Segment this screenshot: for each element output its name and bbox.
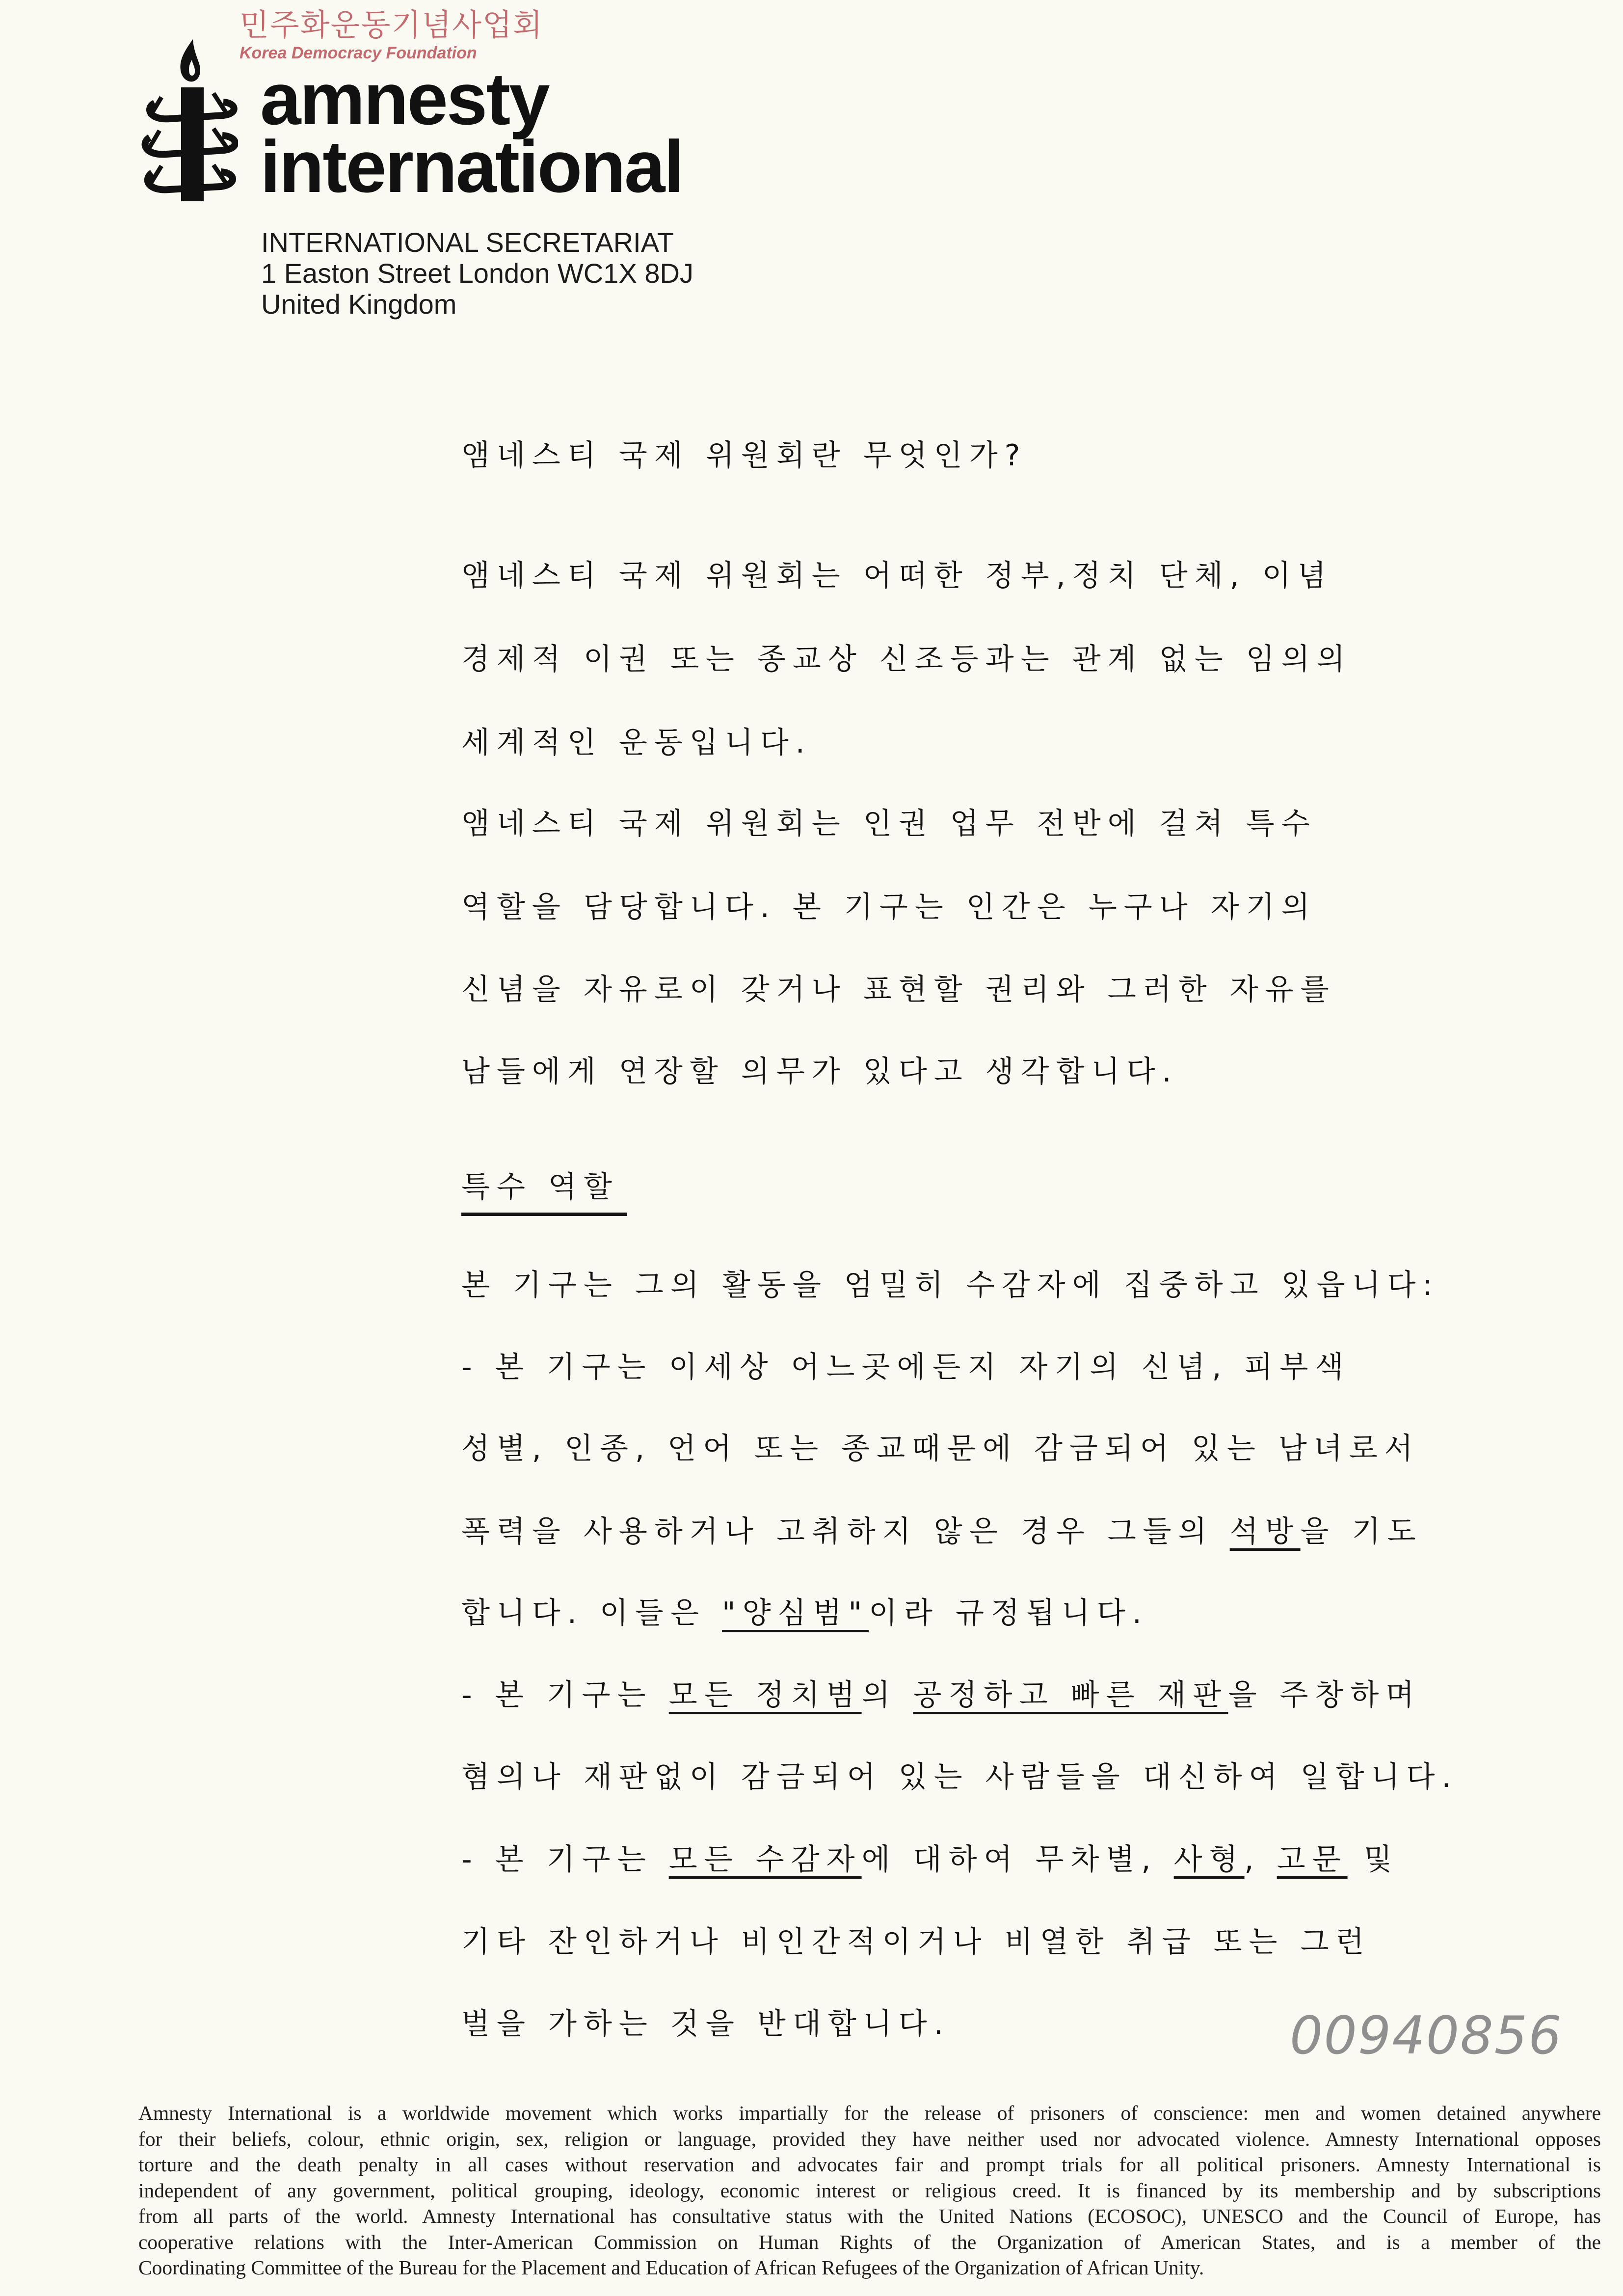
underlined-torture: 고문 xyxy=(1277,1842,1348,1877)
footer-line-1: Amnesty International is a worldwide movement which works impartially for the release of prisoners of conscience: men and women detained anywhere xyxy=(138,2102,1601,2124)
stamp-english: Korea Democracy Foundation xyxy=(239,44,477,62)
section-line-5-c: 이라 규정됩니다. xyxy=(869,1596,1148,1630)
section-line-2: - 본 기구는 이세상 어느곳에든지 자기의 신념, 피부색 xyxy=(461,1350,1351,1384)
section-line-6 xyxy=(461,1672,1443,1714)
section-line-6-a: - 본 기구는 xyxy=(461,1678,669,1712)
section-line-4 xyxy=(461,1508,1443,1550)
footer-mission-statement xyxy=(138,2100,1601,2281)
section-line-6-e: 을 주창하며 xyxy=(1228,1678,1421,1712)
para1-line-1: 앰네스티 국제 위원회는 어떠한 정부,정치 단체, 이념 xyxy=(461,559,1333,593)
amnesty-wordmark xyxy=(260,57,683,208)
section-line-1: 본 기구는 그의 활동을 엄밀히 수감자에 집중하고 있읍니다: xyxy=(461,1268,1439,1302)
footer-line-6: cooperative relations with the Inter-American Commission on Human Rights of the Organization of American States, and is a member of the xyxy=(138,2230,1601,2253)
section-heading: 특수 역할 xyxy=(461,1170,619,1204)
document-title: 앰네스티 국제 위원회란 무엇인가? xyxy=(461,438,1027,473)
address-line-3: United Kingdom xyxy=(261,289,457,320)
underlined-prisoner-of-conscience: "양심범" xyxy=(721,1596,869,1630)
section-line-5 xyxy=(461,1590,1443,1632)
footer-line-7: Coordinating Committee of the Bureau for the Placement and Education of African Refugees of the Organization of African Unity. xyxy=(138,2256,1204,2279)
section-line-7: 혐의나 재판없이 감금되어 있는 사람들을 대신하여 일합니다. xyxy=(461,1760,1458,1794)
brand-line-international: international xyxy=(260,125,683,208)
stamp-korean: 민주화운동기념사업회 xyxy=(239,7,543,43)
footer-line-5: from all parts of the world. Amnesty International has consultative status with the United Nations (ECOSOC), UNESCO and the Council of Europe, has xyxy=(138,2205,1601,2227)
para2-line-4: 남들에게 연장할 의무가 있다고 생각합니다. xyxy=(461,1054,1178,1089)
section-line-8-e: , xyxy=(1244,1842,1277,1877)
section-line-8 xyxy=(461,1836,1443,1878)
section-line-4-a: 폭력을 사용하거나 고취하지 않은 경우 그들의 xyxy=(461,1514,1230,1549)
section-heading-underline xyxy=(461,1213,627,1216)
para1-line-3: 세계적인 운동입니다. xyxy=(461,726,812,760)
footer-line-4: independent of any government, political grouping, ideology, economic interest or religious creed. It is financed by its membership and by subscriptions xyxy=(138,2179,1601,2202)
section-line-4-c: 을 기도 xyxy=(1300,1514,1423,1549)
section-line-9: 기타 잔인하거나 비인간적이거나 비열한 취급 또는 그런 xyxy=(461,1925,1371,1959)
section-line-6-c: 의 xyxy=(861,1678,913,1712)
section-line-10: 벌을 가하는 것을 반대합니다. xyxy=(461,2007,950,2041)
section-line-8-g: 및 xyxy=(1347,1842,1399,1877)
archive-stamp xyxy=(239,7,543,63)
candle-barbed-wire-icon xyxy=(140,34,238,211)
underlined-all-prisoners: 모든 수감자 xyxy=(668,1842,862,1877)
section-line-5-a: 합니다. 이들은 xyxy=(461,1596,722,1630)
underlined-death-penalty: 사형 xyxy=(1173,1842,1245,1877)
section-line-8-a: - 본 기구는 xyxy=(461,1842,669,1877)
underlined-all-political-prisoners: 모든 정치범 xyxy=(668,1678,862,1712)
para2-line-1: 앰네스티 국제 위원회는 인권 업무 전반에 걸쳐 특수 xyxy=(461,807,1317,841)
footer-line-3: torture and the death penalty in all cases without reservation and advocates fair and prompt trials for all political prisoners. Amnesty International is xyxy=(138,2153,1601,2176)
para2-line-2: 역할을 담당합니다. 본 기구는 인간은 누구나 자기의 xyxy=(461,890,1317,924)
underlined-fair-prompt-trial: 공정하고 빠른 재판 xyxy=(913,1678,1228,1712)
address-line-2: 1 Easton Street London WC1X 8DJ xyxy=(261,258,693,289)
footer-line-2: for their beliefs, colour, ethnic origin, sex, religion or language, provided they have neither used nor advocated violence. Amnesty International opposes xyxy=(138,2127,1601,2150)
address-line-1: INTERNATIONAL SECRETARIAT xyxy=(261,227,674,258)
brand-line-amnesty: amnesty xyxy=(260,57,549,140)
para2-line-3: 신념을 자유로이 갖거나 표현할 권리와 그러한 자유를 xyxy=(461,972,1336,1007)
secretariat-address xyxy=(261,227,693,320)
underlined-release: 석방 xyxy=(1229,1514,1301,1549)
section-line-3: 성별, 인종, 언어 또는 종교때문에 감금되어 있는 남녀로서 xyxy=(461,1432,1420,1466)
document-number: 00940856 xyxy=(1290,2005,1563,2066)
section-line-8-c: 에 대하여 무차별, xyxy=(861,1842,1174,1877)
para1-line-2: 경제적 이권 또는 종교상 신조등과는 관계 없는 임의의 xyxy=(461,642,1352,676)
